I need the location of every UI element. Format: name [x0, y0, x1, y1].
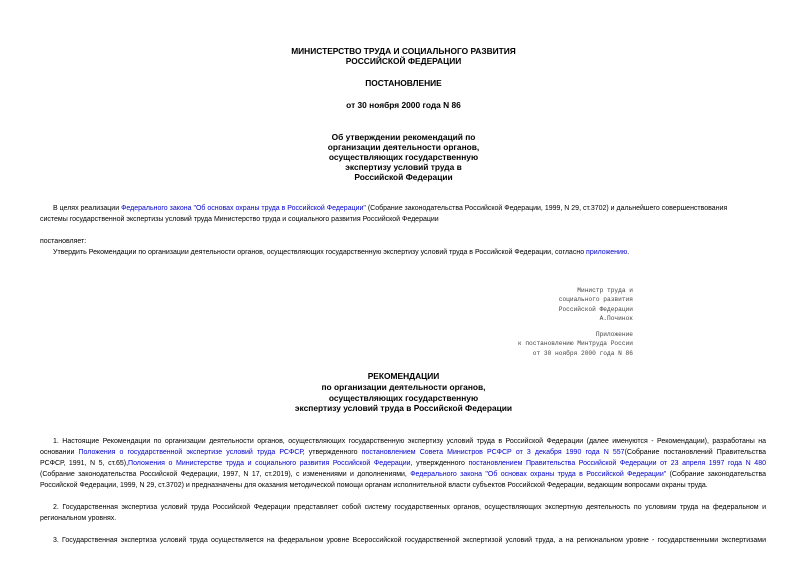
- item1-line-4: (Собрание законодательства Российской Федерации, 1997, N 17, ст.2019), с изменениями и дополнениями, Федерального закона "Об основах охраны труда в Российской Федерации" (Собрание законодательства: [40, 471, 767, 478]
- item1-line-3: РСФСР, 1991, N 5, ст.65),Положения о Министерстве труда и социального развития Российской Федерации, утвержденного постановлением Правительства Российской Федерации от 23 апреля 1997 года N 480: [40, 460, 766, 467]
- signature-line: А.Починок: [599, 315, 633, 323]
- item1-line-5: Российской Федерации, 1999, N 29, ст.3702) и предназначены для оказания методической помощи органам исполнительной власти субъектов Российской Федерации, ведающим вопросами охраны труда.: [40, 482, 708, 489]
- ministry-line-2: РОССИЙСКОЙ ФЕДЕРАЦИИ: [345, 56, 462, 66]
- item2-line-2: региональном уровнях.: [40, 515, 117, 522]
- appendix-line: к постановлению Минтруда России: [517, 340, 633, 348]
- item2-line-1: 2. Государственная экспертиза условий труда Российской Федерации представляет собой систему государственных органов, осуществляющих экспертную деятельность по условиям труда на федеральном и: [53, 504, 766, 511]
- recommendations-subtitle-line: по организации деятельности органов,: [321, 382, 486, 392]
- appendix-link[interactable]: приложению: [586, 249, 628, 256]
- signature-block: [559, 286, 633, 324]
- recommendations-subtitle-line: осуществляющих государственную: [328, 393, 479, 403]
- appendix-line: от 30 ноября 2000 года N 86: [532, 349, 633, 357]
- recommendations-subtitle-line: экспертизу условий труда в Российской Федерации: [294, 403, 513, 413]
- signature-line: социального развития: [558, 296, 633, 304]
- doc-date-number: от 30 ноября 2000 года N 86: [346, 100, 461, 110]
- preamble-line-2: системы государственной экспертизы условий труда Министерство труда и социального развития Российской Федерации: [40, 216, 439, 223]
- item1-line-1: 1. Настоящие Рекомендации по организации деятельности органов, осуществляющих государственную экспертизу условий труда в Российской Федерации (далее именуются - Рекомендации), разработаны на: [53, 438, 766, 445]
- ministry-line-1: МИНИСТЕРСТВО ТРУДА И СОЦИАЛЬНОГО РАЗВИТИЯ: [291, 46, 516, 56]
- federal-law-link[interactable]: Федерального закона "Об основах охраны труда в Российской Федерации": [121, 205, 366, 212]
- appendix-line: Приложение: [595, 331, 633, 338]
- doc-title-line: экспертизу условий труда в: [345, 162, 462, 172]
- regulation-link[interactable]: Положения о государственной экспертизе условий труда РСФСР: [78, 449, 303, 456]
- preamble-line-1: В целях реализации Федерального закона "Об основах охраны труда в Российской Федерации" (Собрание законодательства Российской Федерации, 1999, N 29, ст.3702) и дальнейшего совершенствования: [53, 205, 728, 212]
- signature-line: Министр труда и: [577, 287, 633, 294]
- ministry-regulation-link[interactable]: Положения о Министерстве труда и социального развития Российской Федерации: [128, 460, 411, 467]
- recommendations-title: РЕКОМЕНДАЦИИ: [367, 371, 440, 381]
- resolves-text: Утвердить Рекомендации по организации деятельности органов, осуществляющих государственную экспертизу условий труда в Российской Федерации, согласно приложению.: [53, 249, 630, 256]
- item1-line-2: основании Положения о государственной экспертизе условий труда РСФСР, утвержденного постановлением Совета Министров РСФСР от 3 декабря 1990 года N 557(Собрание постановлений Правительства: [40, 449, 766, 456]
- decree-557-link[interactable]: постановлением Совета Министров РСФСР от 3 декабря 1990 года N 557: [361, 449, 625, 456]
- doc-title-line: осуществляющих государственную: [328, 152, 479, 162]
- signature-line: Российской Федерации: [558, 305, 633, 313]
- item3-line-1: 3. Государственная экспертиза условий труда осуществляется на федеральном уровне Всероссийской государственной экспертизой условий труда, а на региональном уровне - государственными экспертизами: [53, 537, 766, 544]
- federal-law-link-2[interactable]: Федерального закона "Об основах охраны труда в Российской Федерации": [410, 471, 667, 478]
- doc-title-line: Об утверждении рекомендаций по: [331, 132, 476, 142]
- decree-480-link[interactable]: постановлением Правительства Российской Федерации от 23 апреля 1997 года N 480: [468, 460, 766, 467]
- doc-type: ПОСТАНОВЛЕНИЕ: [365, 78, 442, 88]
- appendix-note: [518, 330, 633, 358]
- doc-title-line: организации деятельности органов,: [327, 142, 480, 152]
- doc-title-line: Российской Федерации: [354, 172, 453, 182]
- resolves-label: постановляет:: [40, 238, 87, 245]
